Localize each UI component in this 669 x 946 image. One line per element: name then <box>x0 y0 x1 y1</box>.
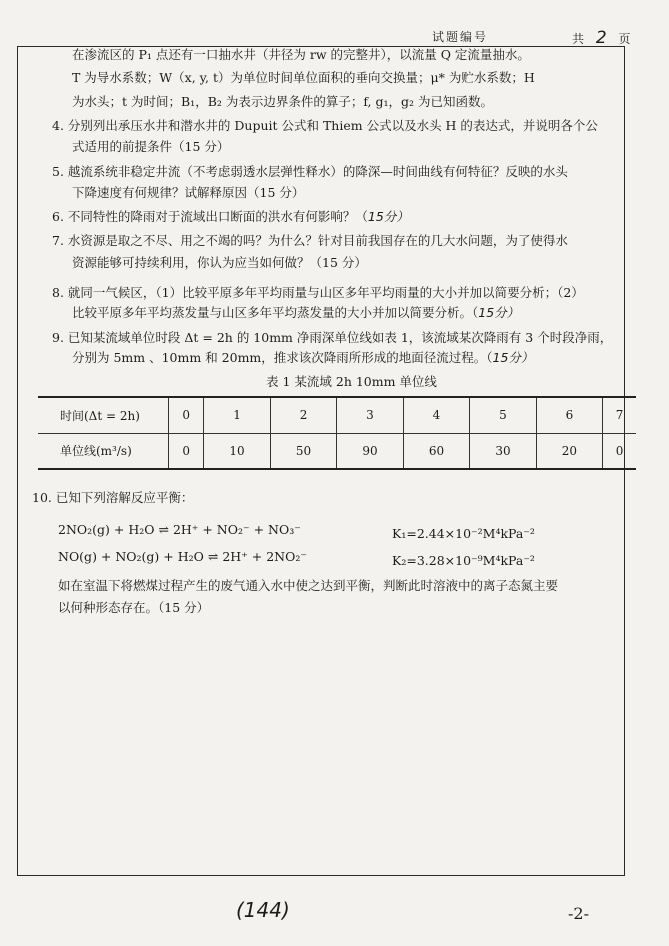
question-8-score: 15分） <box>478 305 520 320</box>
text-line-1: 在渗流区的 P₁ 点还有一口抽水井（井径为 rw 的完整井），以流量 Q 定流量抽水。 <box>72 47 530 62</box>
equation-2-products: 2H⁺ + 2NO₂⁻ <box>222 549 307 564</box>
equilibrium-arrow-icon: ⇌ <box>207 549 219 564</box>
table-title: 表 1 某流域 2h 10mm 单位线 <box>266 374 437 389</box>
page-number: -2- <box>568 904 589 923</box>
table-cell: 60 <box>403 433 469 469</box>
question-5-line-2: 下降速度有何规律？试解释原因（15 分） <box>72 185 305 200</box>
question-10-line-2: 如在室温下将燃煤过程产生的废气通入水中使之达到平衡，判断此时溶液中的离子态氮主要 <box>58 578 559 593</box>
table-cell: 20 <box>536 433 602 469</box>
question-6-text: 6. 不同特性的降雨对于流域出口断面的洪水有何影响？（ <box>52 209 368 224</box>
table-header-unit: 单位线(m³/s) <box>38 433 169 469</box>
handwritten-page-code: (144) <box>236 898 290 922</box>
question-7-line-1: 7. 水资源是取之不尽、用之不竭的吗？为什么？针对目前我国存在的几大水问题，为了使得水 <box>52 233 568 248</box>
question-7-line-2: 资源能够可持续利用，你认为应当如何做？（15 分） <box>72 255 367 270</box>
question-5-line-1: 5. 越流系统非稳定井流（不考虑弱透水层弹性释水）的降深—时间曲线有何特征？反映的水头 <box>52 164 568 179</box>
question-4-line-2: 式适用的前提条件（15 分） <box>72 139 230 154</box>
page-count-prefix: 共 <box>572 32 589 46</box>
page-count-number: 2 <box>595 28 611 48</box>
text-line-2: T 为导水系数；W（x, y, t）为单位时间单位面积的垂向交换量；μ* 为贮水系数；H <box>72 70 535 85</box>
question-10-line-3: 以何种形态存在。（15 分） <box>58 600 210 615</box>
question-6 <box>52 209 409 225</box>
table-cell: 10 <box>204 433 270 469</box>
table-cell: 1 <box>204 397 270 433</box>
table-row-values <box>38 433 636 469</box>
page-count-suffix: 页 <box>618 32 635 46</box>
table-row-time <box>38 397 636 433</box>
table-cell: 0 <box>169 433 204 469</box>
question-9-score: 15分） <box>492 350 534 365</box>
question-6-score: 15分） <box>367 209 409 224</box>
table-cell: 90 <box>337 433 403 469</box>
question-8-line-1: 8. 就同一气候区，（1）比较平原多年平均雨量与山区多年平均雨量的大小并加以简要分析；（2） <box>52 285 584 300</box>
table-cell: 50 <box>270 433 336 469</box>
table-cell: 0 <box>603 433 636 469</box>
table-cell: 3 <box>337 397 403 433</box>
question-4-line-1: 4. 分别列出承压水井和潜水井的 Dupuit 公式和 Thiem 公式以及水头 H 的表达式，并说明各个公 <box>52 118 598 133</box>
equation-2 <box>58 549 307 564</box>
equation-2-constant: K₂=3.28×10⁻⁹M⁴kPa⁻² <box>392 553 535 568</box>
table-cell: 7 <box>603 397 636 433</box>
equation-1-constant: K₁=2.44×10⁻²M⁴kPa⁻² <box>392 526 535 541</box>
question-9-line-1: 9. 已知某流域单位时段 Δt = 2h 的 10mm 净雨深单位线如表 1，该流域某次降雨有 3 个时段净雨， <box>52 330 613 345</box>
table-cell: 5 <box>470 397 536 433</box>
equation-1-reactants: 2NO₂(g) + H₂O <box>58 522 155 537</box>
unit-hydrograph-table <box>38 396 636 470</box>
text-line-3: 为水头；t 为时间；B₁，B₂ 为表示边界条件的算子；f, g₁，g₂ 为已知函数。 <box>72 94 493 109</box>
equilibrium-arrow-icon: ⇌ <box>158 522 169 537</box>
question-9-line-2 <box>72 350 533 366</box>
table-cell: 6 <box>536 397 602 433</box>
table-cell: 2 <box>270 397 336 433</box>
table-cell: 0 <box>169 397 204 433</box>
equation-1 <box>58 522 301 537</box>
question-9-text: 分别为 5mm 、10mm 和 20mm，推求该次降雨所形成的地面径流过程。（ <box>72 350 493 365</box>
table-header-time: 时间(Δt = 2h) <box>38 397 169 433</box>
equation-2-reactants: NO(g) + NO₂(g) + H₂O <box>58 549 204 564</box>
exam-code-label: 试题编号 <box>432 30 489 44</box>
table-cell: 4 <box>403 397 469 433</box>
table-cell: 30 <box>470 433 536 469</box>
page-count <box>572 28 635 48</box>
question-8-text: 比较平原多年平均蒸发量与山区多年平均蒸发量的大小并加以简要分析。（ <box>72 305 479 320</box>
question-10-line-1: 10. 已知下列溶解反应平衡： <box>32 490 194 505</box>
equation-1-products: 2H⁺ + NO₂⁻ + NO₃⁻ <box>172 522 301 537</box>
question-8-line-2 <box>72 305 519 321</box>
